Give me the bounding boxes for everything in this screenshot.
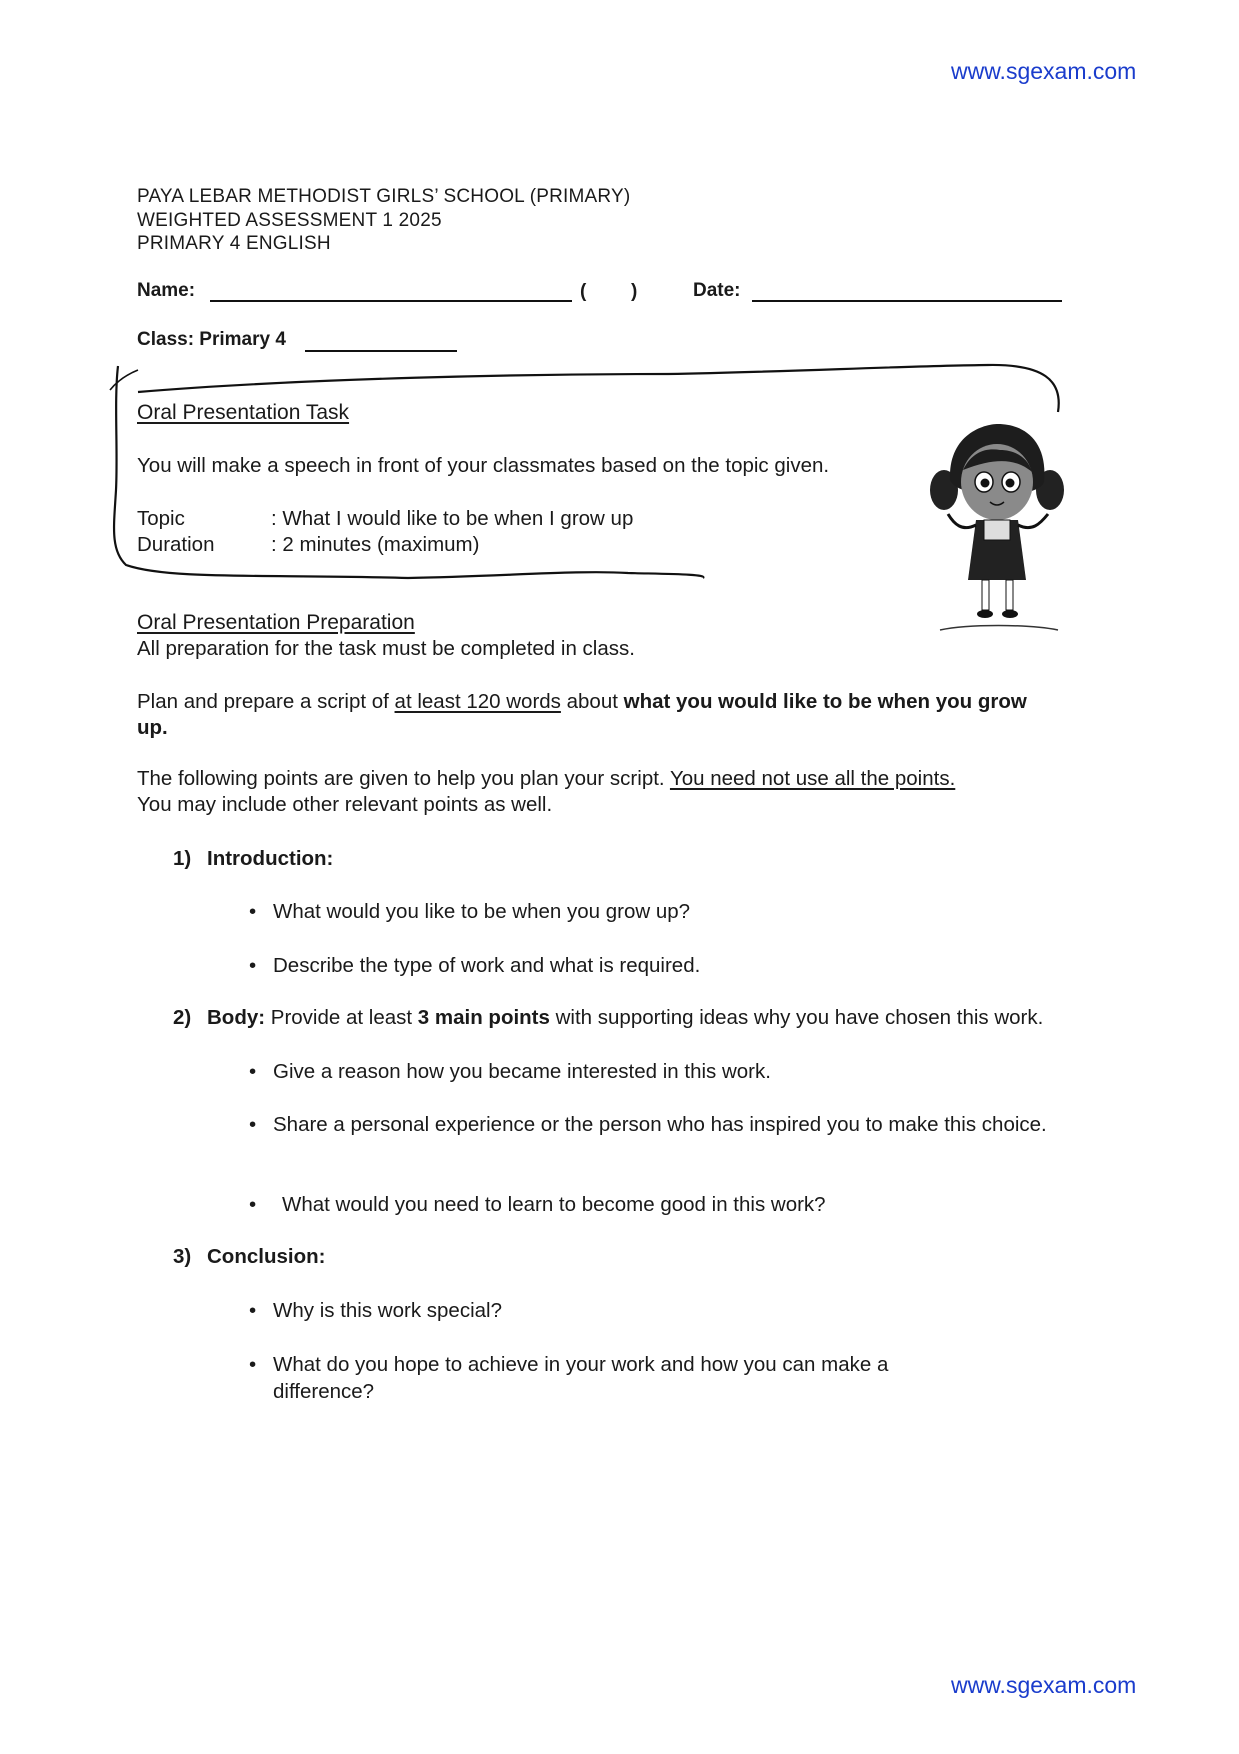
intro-bullet-1: • What would you like to be when you grow up? [249,900,691,923]
class-blank[interactable] [305,350,457,352]
points-paragraph [137,766,1077,792]
body-bullet-1: • Give a reason how you became interested in this work. [249,1060,771,1083]
watermark-link-top[interactable]: www.sgexam.com [951,58,1137,84]
class-label: Class: Primary 4 [137,329,286,350]
watermark-link-bottom[interactable]: www.sgexam.com [951,1672,1137,1698]
plan-text-c: about [560,690,624,713]
task-title: Oral Presentation Task [137,401,350,424]
subject-title: PRIMARY 4 ENGLISH [137,233,331,254]
body-line [207,1005,1107,1031]
body-bullet-3: • What would you need to learn to become good in this work? [249,1193,826,1216]
name-label: Name: [137,280,196,301]
date-blank[interactable] [752,300,1062,302]
intro-label: Introduction: [207,847,334,870]
points-optional-note: You need not use all the points. [669,767,956,790]
school-name: PAYA LEBAR METHODIST GIRLS’ SCHOOL (PRIMARY) [137,186,631,207]
assessment-title: WEIGHTED ASSESSMENT 1 2025 [137,210,442,231]
prep-title: Oral Presentation Preparation [137,611,415,634]
intro-number: 1) [173,847,192,870]
points-text-c: You may include other relevant points as well. [137,793,553,816]
conclusion-number: 3) [173,1245,192,1268]
paren-open: ( [580,281,587,302]
plan-word-count: at least 120 words [394,690,561,713]
body-label: Body: [207,1006,266,1029]
body-text-a: Provide at least [265,1006,418,1029]
plan-paragraph [137,689,1057,741]
conclusion-bullet-2: • What do you hope to achieve in your work and how you can make a difference? [249,1353,889,1403]
prep-line-1: All preparation for the task must be completed in class. [137,637,635,660]
name-blank[interactable] [210,300,572,302]
body-text-c: with supporting ideas why you have chosen this work. [549,1006,1044,1029]
conclusion-bullet-1: • Why is this work special? [249,1299,502,1322]
paren-close: ) [631,281,638,302]
plan-topic: what you would like to be when you grow up. [137,690,1027,739]
task-instruction: You will make a speech in front of your classmates based on the topic given. [137,454,830,477]
plan-text-a: Plan and prepare a script of [137,690,395,713]
intro-bullet-2: • Describe the type of work and what is required. [249,954,701,977]
body-bullet-2: • Share a personal experience or the person who has inspired you to make this choice. [249,1113,1047,1136]
topic-value: : What I would like to be when I grow up [271,507,634,530]
topic-label: Topic [137,507,185,530]
schoolgirl-illustration [928,420,1068,640]
conclusion-label: Conclusion: [207,1245,326,1268]
duration-label: Duration [137,533,215,556]
date-label: Date: [693,280,741,301]
body-number: 2) [173,1006,192,1029]
duration-value: : 2 minutes (maximum) [271,533,480,556]
body-main-points: 3 main points [417,1006,550,1029]
points-text-a: The following points are given to help you plan your script. [137,767,670,790]
